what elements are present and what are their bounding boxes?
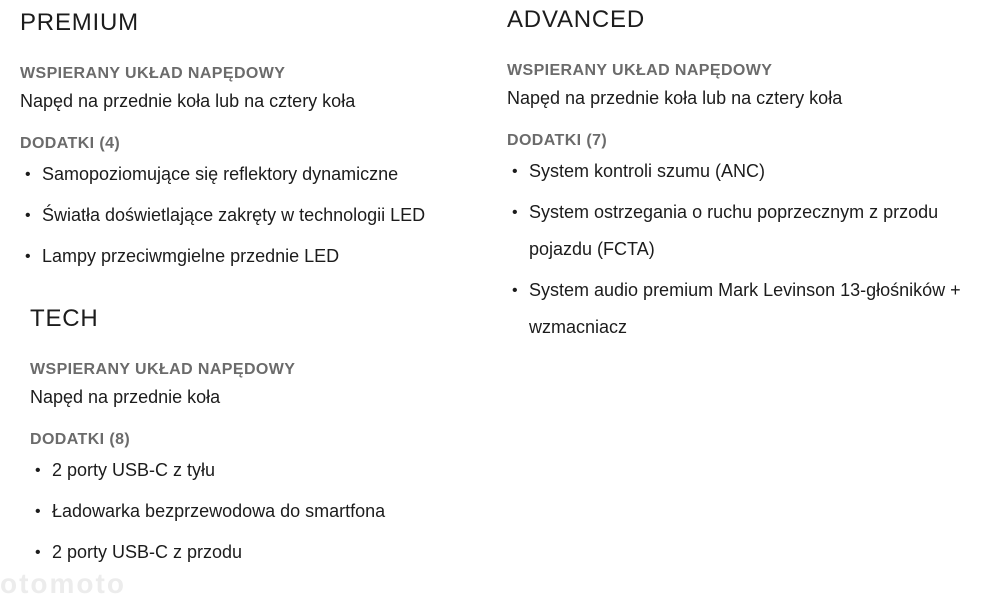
bullet-icon: • xyxy=(25,248,31,265)
extras-list xyxy=(30,452,490,571)
extras-label: DODATKI (8) xyxy=(30,431,131,448)
list-item-label: 2 porty USB-C z przodu xyxy=(52,542,243,562)
extras-list xyxy=(20,156,480,275)
extras-label: DODATKI (4) xyxy=(20,135,121,152)
drive-value: Napęd na przednie koła lub na cztery koła xyxy=(20,91,356,111)
drive-label: WSPIERANY UKŁAD NAPĘDOWY xyxy=(20,65,286,82)
watermark-logo: otomoto xyxy=(0,568,126,599)
list-item xyxy=(30,452,490,489)
drive-label: WSPIERANY UKŁAD NAPĘDOWY xyxy=(507,62,773,79)
package-premium xyxy=(20,9,480,279)
list-item xyxy=(507,272,987,346)
bullet-icon: • xyxy=(35,544,41,561)
package-tech xyxy=(30,305,490,575)
package-title: ADVANCED xyxy=(507,6,645,33)
list-item-label: Ładowarka bezprzewodowa do smartfona xyxy=(52,501,386,521)
list-item-label: 2 porty USB-C z tyłu xyxy=(52,460,216,480)
list-item xyxy=(30,493,490,530)
drive-value: Napęd na przednie koła lub na cztery koła xyxy=(507,88,843,108)
package-title: PREMIUM xyxy=(20,9,139,36)
bullet-icon: • xyxy=(25,207,31,224)
list-item-label: Światła doświetlające zakręty w technologii LED xyxy=(42,205,426,225)
list-item xyxy=(20,238,480,275)
bullet-icon: • xyxy=(512,204,518,221)
drive-value: Napęd na przednie koła xyxy=(30,387,221,407)
list-item-label: Samopoziomujące się reflektory dynamiczne xyxy=(42,164,399,184)
list-item xyxy=(507,153,987,190)
extras-label: DODATKI (7) xyxy=(507,132,608,149)
bullet-icon: • xyxy=(35,462,41,479)
list-item xyxy=(20,197,480,234)
list-item-label: System kontroli szumu (ANC) xyxy=(529,161,766,181)
bullet-icon: • xyxy=(35,503,41,520)
list-item xyxy=(20,156,480,193)
package-advanced xyxy=(507,6,987,350)
bullet-icon: • xyxy=(512,163,518,180)
list-item-label: System ostrzegania o ruchu poprzecznym z przodu pojazdu (FCTA) xyxy=(529,202,939,259)
list-item xyxy=(507,194,987,268)
list-item-label: System audio premium Mark Levinson 13-głośników + wzmacniacz xyxy=(529,280,961,337)
extras-list xyxy=(507,153,987,346)
bullet-icon: • xyxy=(25,166,31,183)
drive-label: WSPIERANY UKŁAD NAPĘDOWY xyxy=(30,361,296,378)
bullet-icon: • xyxy=(512,282,518,299)
list-item xyxy=(30,534,490,571)
package-title: TECH xyxy=(30,305,99,332)
list-item-label: Lampy przeciwmgielne przednie LED xyxy=(42,246,340,266)
